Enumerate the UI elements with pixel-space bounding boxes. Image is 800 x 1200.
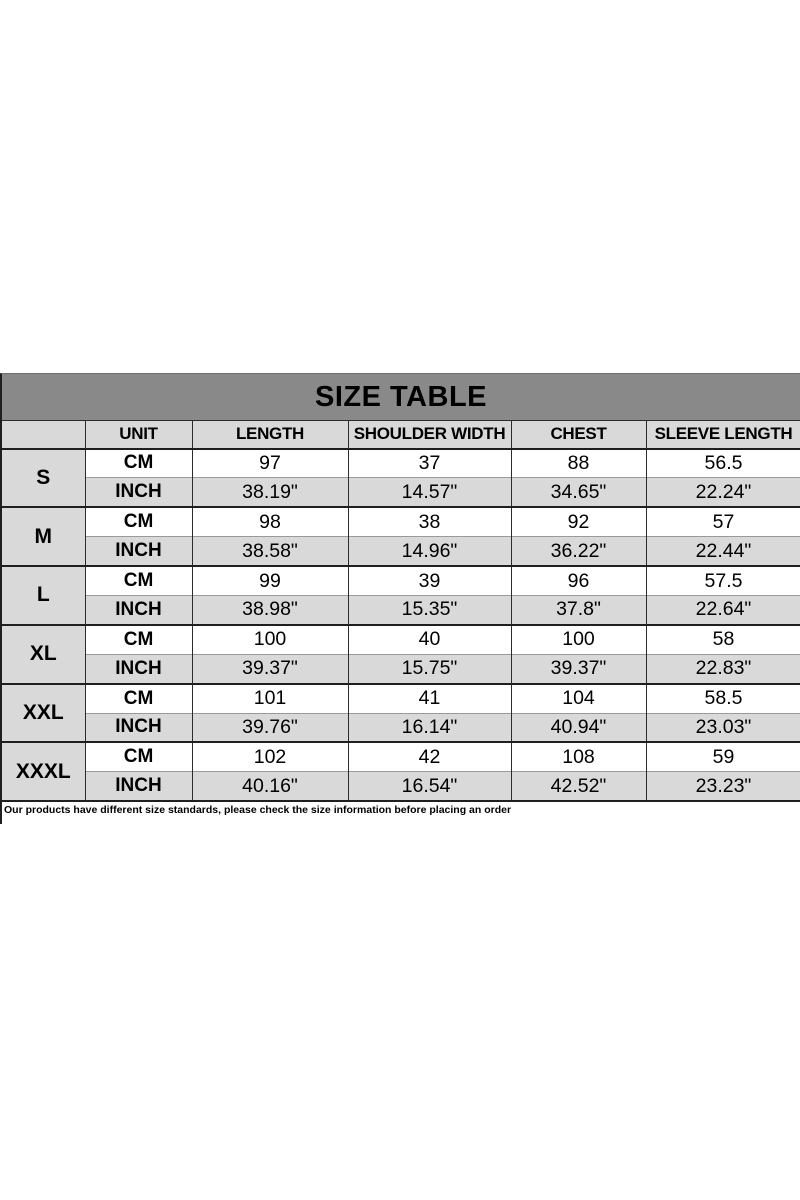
size-row-xl-cm bbox=[1, 625, 800, 654]
unit-label: INCH bbox=[85, 537, 192, 566]
column-header-sleeve-length: SLEEVE LENGTH bbox=[646, 421, 800, 449]
size-row-s-cm bbox=[1, 449, 800, 478]
measurement-value: 23.23" bbox=[646, 772, 800, 801]
column-header-unit: UNIT bbox=[85, 421, 192, 449]
unit-label: CM bbox=[85, 449, 192, 478]
column-header-length: LENGTH bbox=[192, 421, 348, 449]
measurement-value: 36.22" bbox=[511, 537, 646, 566]
measurement-value: 104 bbox=[511, 684, 646, 713]
size-label-m: M bbox=[1, 507, 85, 566]
measurement-value: 100 bbox=[192, 625, 348, 654]
measurement-value: 56.5 bbox=[646, 449, 800, 478]
size-label-xxl: XXL bbox=[1, 684, 85, 743]
size-row-s-inch bbox=[1, 478, 800, 507]
measurement-value: 23.03" bbox=[646, 713, 800, 742]
measurement-value: 40.16" bbox=[192, 772, 348, 801]
header-row bbox=[1, 421, 800, 449]
unit-label: INCH bbox=[85, 654, 192, 683]
measurement-value: 40 bbox=[348, 625, 511, 654]
size-row-xxl-cm bbox=[1, 684, 800, 713]
measurement-value: 92 bbox=[511, 507, 646, 536]
measurement-value: 96 bbox=[511, 566, 646, 595]
measurement-value: 22.44" bbox=[646, 537, 800, 566]
measurement-value: 14.96" bbox=[348, 537, 511, 566]
measurement-value: 39.76" bbox=[192, 713, 348, 742]
size-row-l-inch bbox=[1, 595, 800, 624]
size-row-m-cm bbox=[1, 507, 800, 536]
size-label-xxxl: XXXL bbox=[1, 742, 85, 801]
size-label-xl: XL bbox=[1, 625, 85, 684]
unit-label: INCH bbox=[85, 713, 192, 742]
size-label-l: L bbox=[1, 566, 85, 625]
column-header-shoulder-width: SHOULDER WIDTH bbox=[348, 421, 511, 449]
diagonal-header-cell bbox=[1, 421, 85, 449]
size-table bbox=[0, 420, 800, 802]
measurement-value: 102 bbox=[192, 742, 348, 771]
measurement-value: 88 bbox=[511, 449, 646, 478]
unit-label: CM bbox=[85, 507, 192, 536]
measurement-value: 59 bbox=[646, 742, 800, 771]
measurement-value: 16.54" bbox=[348, 772, 511, 801]
measurement-value: 58 bbox=[646, 625, 800, 654]
unit-label: CM bbox=[85, 684, 192, 713]
measurement-value: 38.98" bbox=[192, 595, 348, 624]
size-table-body bbox=[1, 421, 800, 802]
size-row-xxxl-inch bbox=[1, 772, 800, 801]
unit-label: INCH bbox=[85, 595, 192, 624]
measurement-value: 42.52" bbox=[511, 772, 646, 801]
size-label-s: S bbox=[1, 449, 85, 508]
unit-label: CM bbox=[85, 742, 192, 771]
measurement-value: 39.37" bbox=[511, 654, 646, 683]
measurement-value: 39.37" bbox=[192, 654, 348, 683]
measurement-value: 58.5 bbox=[646, 684, 800, 713]
size-row-xl-inch bbox=[1, 654, 800, 683]
measurement-value: 98 bbox=[192, 507, 348, 536]
measurement-value: 39 bbox=[348, 566, 511, 595]
measurement-value: 38.58" bbox=[192, 537, 348, 566]
measurement-value: 57 bbox=[646, 507, 800, 536]
measurement-value: 22.83" bbox=[646, 654, 800, 683]
unit-label: CM bbox=[85, 625, 192, 654]
measurement-value: 38 bbox=[348, 507, 511, 536]
unit-label: CM bbox=[85, 566, 192, 595]
measurement-value: 15.75" bbox=[348, 654, 511, 683]
unit-label: INCH bbox=[85, 772, 192, 801]
measurement-value: 99 bbox=[192, 566, 348, 595]
measurement-value: 38.19" bbox=[192, 478, 348, 507]
measurement-value: 37.8" bbox=[511, 595, 646, 624]
measurement-value: 22.64" bbox=[646, 595, 800, 624]
measurement-value: 40.94" bbox=[511, 713, 646, 742]
size-row-xxl-inch bbox=[1, 713, 800, 742]
measurement-value: 97 bbox=[192, 449, 348, 478]
measurement-value: 34.65" bbox=[511, 478, 646, 507]
measurement-value: 108 bbox=[511, 742, 646, 771]
measurement-value: 41 bbox=[348, 684, 511, 713]
column-header-chest: CHEST bbox=[511, 421, 646, 449]
measurement-value: 42 bbox=[348, 742, 511, 771]
size-row-xxxl-cm bbox=[1, 742, 800, 771]
measurement-value: 37 bbox=[348, 449, 511, 478]
size-table-title: SIZE TABLE bbox=[314, 380, 488, 413]
measurement-value: 100 bbox=[511, 625, 646, 654]
measurement-value: 14.57" bbox=[348, 478, 511, 507]
measurement-value: 57.5 bbox=[646, 566, 800, 595]
measurement-value: 22.24" bbox=[646, 478, 800, 507]
measurement-value: 16.14" bbox=[348, 713, 511, 742]
size-row-l-cm bbox=[1, 566, 800, 595]
unit-label: INCH bbox=[85, 478, 192, 507]
size-chart bbox=[0, 373, 800, 824]
measurement-value: 101 bbox=[192, 684, 348, 713]
size-table-title-bar bbox=[0, 373, 800, 420]
footer-note: Our products have different size standards, please check the size information before placing an order bbox=[0, 802, 800, 824]
size-row-m-inch bbox=[1, 537, 800, 566]
measurement-value: 15.35" bbox=[348, 595, 511, 624]
